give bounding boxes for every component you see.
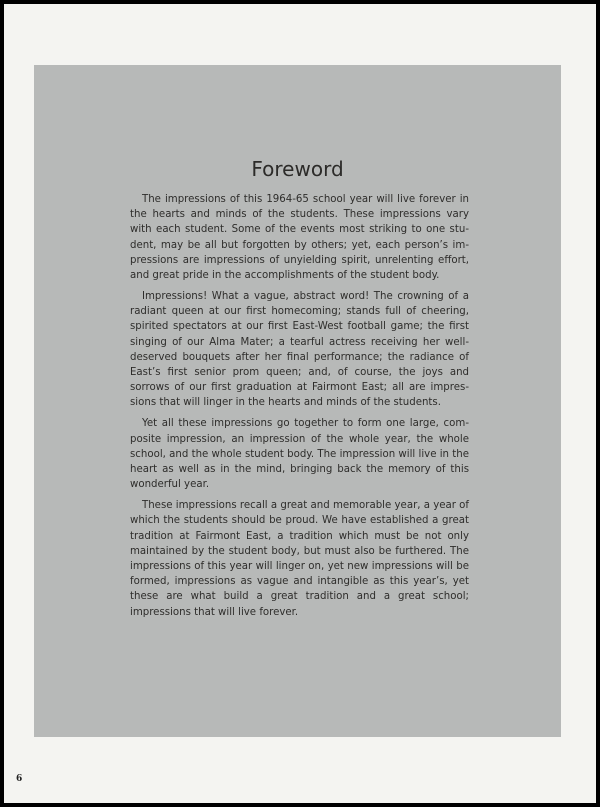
paragraph: Yet all these impressions go together to form one large, composite impression, an impression of the whole year, the whole school, and the whole student body. The impression will live in the heart as well as in the mind, bringing back the memory of this wonderful year. <box>130 418 469 491</box>
page-title: Foreword <box>251 157 344 181</box>
foreword-panel <box>34 65 561 737</box>
foreword-body <box>130 192 469 626</box>
paragraph: These impressions recall a great and memorable year, a year of which the students should be proud. We have established a great tradition at Fairmont East, a tradition which must be not only maintained by the student body, but must also be furthered. The impressions of this year will linger on, yet new impressions will be formed, impressions as vague and intangible as this year’s, yet these are what build a great tradition and a great school; impressions that will live forever. <box>130 500 469 618</box>
page-number: 6 <box>16 774 23 784</box>
paragraph: Impressions! What a vague, abstract word! The crowning of a radiant queen at our first homecoming; stands full of cheering, spirited spectators at our first East-West football game; the first singing of our Alma Mater; a tearful actress receiving her well-deserved bouquets after her final performance; the radiance of East’s first senior prom queen; and, of course, the joys and sorrows of our first graduation at Fairmont East; all are impressions that will linger in the hearts and minds of the students. <box>130 291 469 409</box>
paragraph: The impressions of this 1964-65 school year will live forever in the hearts and minds of the students. These impressions vary with each student. Some of the events most striking to one student, may be all but forgotten by others; yet, each person’s impressions are impressions of unyielding spirit, unrelenting effort, and great pride in the accomplishments of the student body. <box>130 194 469 282</box>
yearbook-page <box>4 4 596 803</box>
